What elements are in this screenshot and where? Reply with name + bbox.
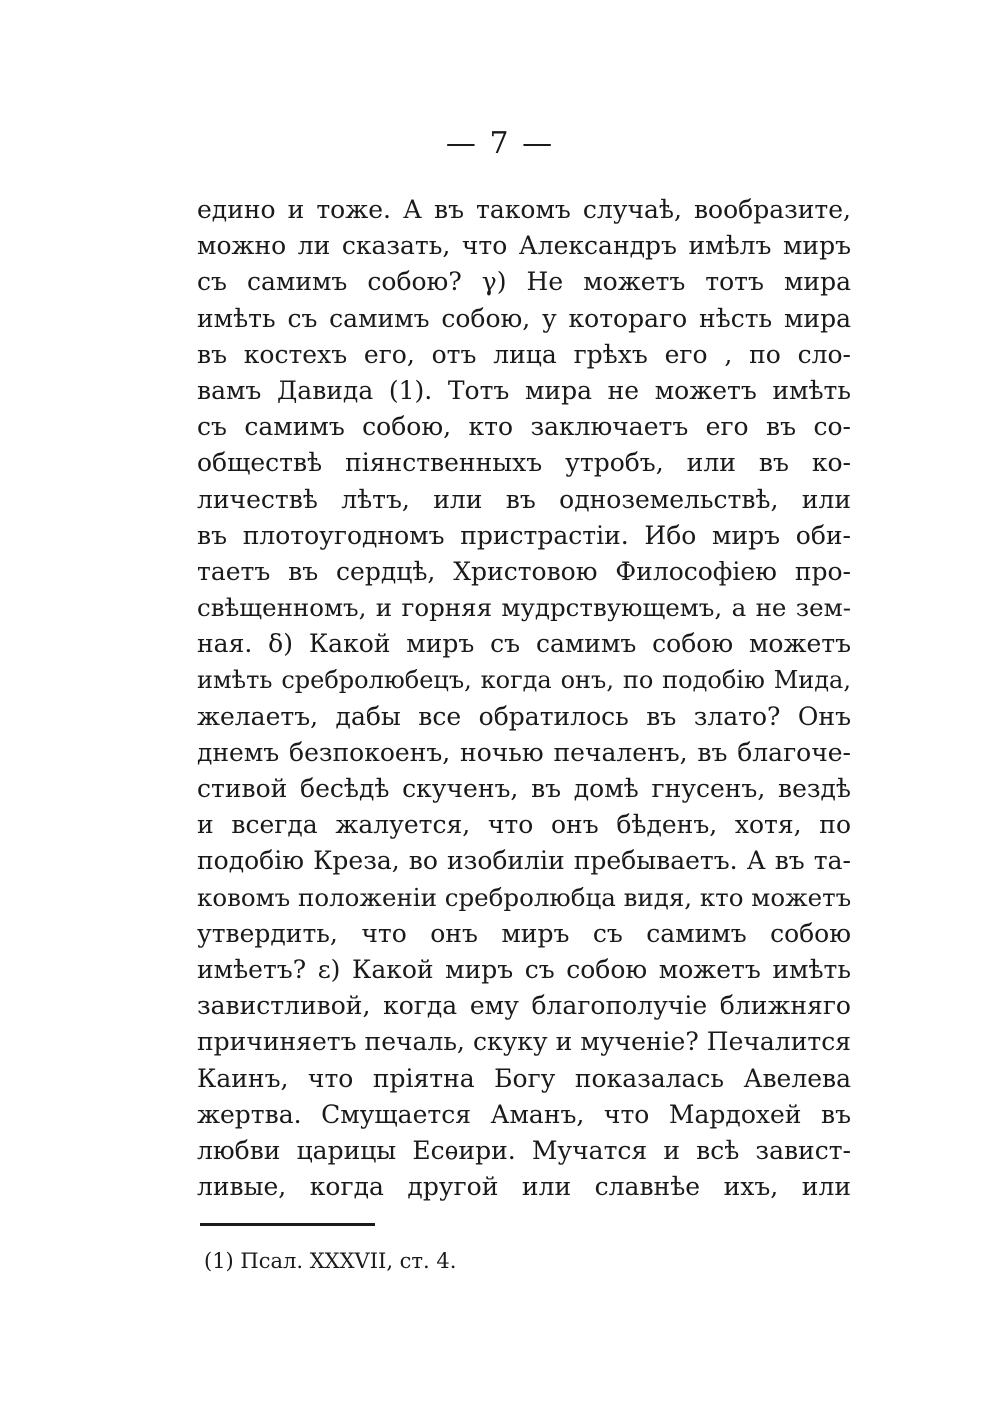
footnote-divider [200,1223,375,1226]
text-line: завистливой, когда ему благополучіе ближняго [197,991,851,1021]
text-line: можно ли сказать, что Александръ имѣлъ миръ [197,231,851,261]
text-line: любви царицы Есѳири. Мучатся и всѣ завист- [197,1135,851,1165]
text-line: въ костехъ его, отъ лица грѣхъ его , по сло- [197,339,851,369]
page-number: — 7 — [445,126,555,161]
text-line: желаетъ, дабы все обратилось въ злато? Онъ [197,701,851,731]
text-line: днемъ безпокоенъ, ночью печаленъ, въ благоче- [197,737,851,767]
text-line: въ плотоугодномъ пристрастіи. Ибо миръ оби- [197,520,851,550]
text-line: ливые, когда другой или славнѣе ихъ, или [197,1172,851,1202]
text-line: жертва. Смущается Аманъ, что Мардохей въ [197,1099,851,1129]
text-line: стивой бесѣдѣ скученъ, въ домѣ гнусенъ, вездѣ [197,774,851,803]
footnote: (1) Псал. XXXVII, ст. 4. [204,1249,457,1273]
text-line: причиняетъ печаль, скуку и мученіе? Печалится [197,1027,851,1057]
text-line: ковомъ положеніи сребролюбца видя, кто можетъ [197,882,852,912]
text-line: личествѣ лѣтъ, или въ одноземельствѣ, или [197,484,851,514]
text-line: Каинъ, что пріятна Богу показалась Авелева [197,1063,851,1093]
text-line: ная. δ) Какой миръ съ самимъ собою можетъ [197,629,851,659]
text-line: имѣть сребролюбецъ, когда онъ, по подобію Мида, [197,666,851,695]
text-line: таетъ въ сердцѣ, Христовою Философіею про- [197,556,851,586]
text-line: съ самимъ собою, кто заключаетъ его въ со- [197,412,851,442]
text-line: вамъ Давида (1). Тотъ мира не можетъ имѣть [197,375,851,405]
text-line: подобію Креза, во изобиліи пребываетъ. А въ та- [197,846,851,876]
body-text [197,192,851,1205]
text-line: свѣщенномъ, и горняя мудрствующемъ, а не зем- [197,593,851,623]
text-line: едино и тоже. А въ такомъ случаѣ, вообразите, [197,195,851,224]
text-line: имѣть съ самимъ собою, у котораго нѣсть мира [197,303,851,333]
text-line: имѣетъ? ε) Какой миръ съ собою можетъ имѣть [197,954,851,984]
text-line: утвердить, что онъ миръ съ самимъ собою [197,918,851,948]
text-line: обществѣ піянственныхъ утробъ, или въ ко- [197,448,851,478]
text-line: съ самимъ собою? γ) Не можетъ тотъ мира [197,267,851,297]
text-line: и всегда жалуется, что онъ бѣденъ, хотя, по [197,810,851,840]
